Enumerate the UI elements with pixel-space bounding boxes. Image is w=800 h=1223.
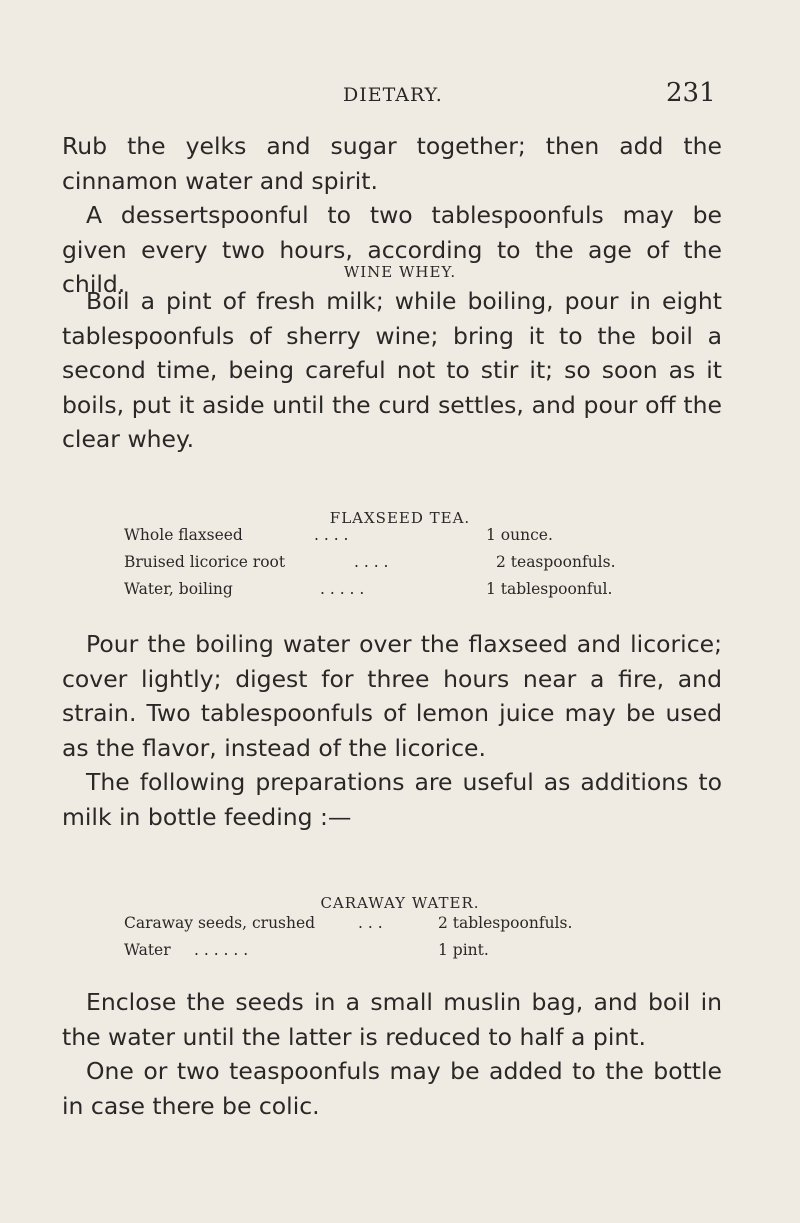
leader-dots: . . . . . [320, 580, 365, 598]
ingredient-name: Whole flaxseed [124, 526, 243, 544]
ingredient-row [124, 522, 684, 549]
flaxseed-text-block [62, 627, 722, 835]
caraway-ingredient-list [124, 910, 684, 964]
running-title: DIETARY. [343, 84, 443, 106]
ingredient-name: Water, boiling [124, 580, 233, 598]
paragraph: Boil a pint of fresh milk; while boiling, pour in eight tablespoonfuls of sherry wine; bring it to the boil a second time, being careful not to stir it; so soon as it boils, put it aside until the curd settles, and pour off the clear whey. [62, 287, 722, 454]
leader-dots: . . . [358, 914, 383, 932]
caraway-text-block [62, 985, 722, 1123]
paragraph: The following preparations are useful as additions to milk in bottle feeding :— [62, 768, 722, 831]
ingredient-quantity: 1 pint. [438, 941, 489, 959]
ingredient-quantity: 1 ounce. [486, 526, 553, 544]
running-head [0, 78, 800, 118]
page-number: 231 [666, 78, 716, 108]
ingredient-quantity: 2 tablespoonfuls. [438, 914, 573, 932]
ingredient-quantity: 1 tablespoonful. [486, 580, 613, 598]
section-heading-wine-whey: WINE WHEY. [343, 263, 457, 281]
paragraph: Enclose the seeds in a small muslin bag, and boil in the water until the latter is reduced to half a pint. [62, 988, 722, 1051]
ingredient-name: Water [124, 941, 171, 959]
leader-dots: . . . . [354, 553, 389, 571]
ingredient-row [124, 576, 684, 603]
ingredient-name: Bruised licorice root [124, 553, 286, 571]
ingredient-name: Caraway seeds, crushed [124, 914, 316, 932]
leader-dots: . . . . [314, 526, 349, 544]
paragraph: Pour the boiling water over the flaxseed and licorice; cover lightly; digest for three hours near a fire, and strain. Two tablespoonfuls of lemon juice may be used as the flavor, instead of the licorice. [62, 630, 722, 762]
paragraph: One or two teaspoonfuls may be added to the bottle in case there be colic. [62, 1057, 722, 1120]
ingredient-row [124, 549, 684, 576]
section-heading-flaxseed-tea: FLAXSEED TEA. [329, 509, 471, 527]
wine-whey-text-block [62, 284, 722, 457]
paragraph: Rub the yelks and sugar together; then add the cinnamon water and spirit. [62, 132, 722, 195]
ingredient-row [124, 910, 684, 937]
flaxseed-ingredient-list [124, 522, 684, 603]
ingredient-quantity: 2 teaspoonfuls. [496, 553, 616, 571]
leader-dots: . . . . . . [194, 941, 249, 959]
section-heading-caraway-water: CARAWAY WATER. [320, 894, 480, 912]
paragraph: A dessertspoonful to two tablespoonfuls may be given every two hours, according to the age of the child. [62, 201, 722, 299]
ingredient-row [124, 937, 684, 964]
